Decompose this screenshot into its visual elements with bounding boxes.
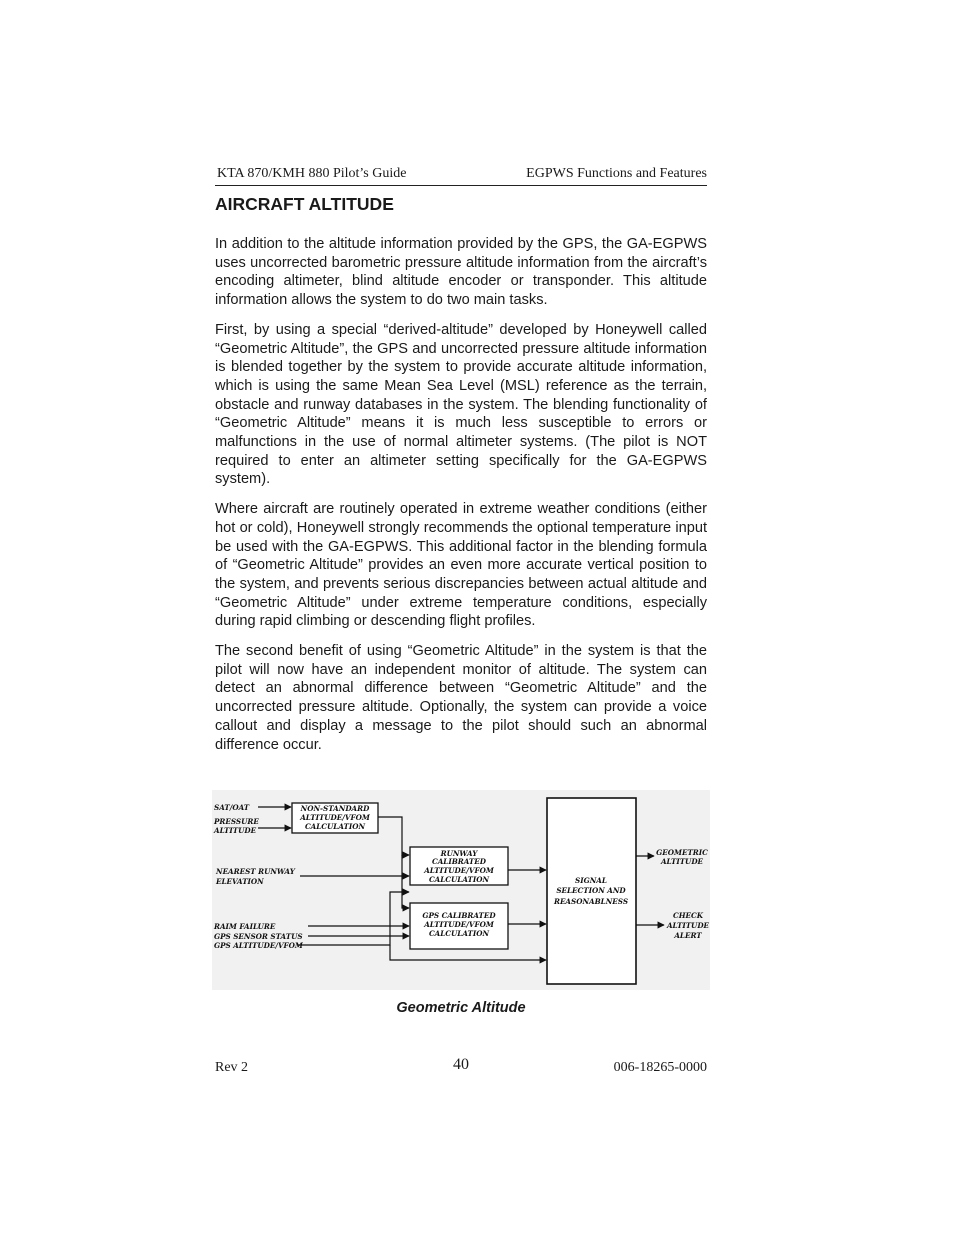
- runway-block-label: ALTITUDE/VFOM: [424, 866, 494, 875]
- input-pressure-altitude: ALTITUDE: [214, 826, 257, 835]
- gps-block-label: ALTITUDE/VFOM: [424, 920, 494, 929]
- signal-block-label: SELECTION AND: [556, 886, 626, 895]
- input-pressure-altitude: PRESSURE: [214, 817, 259, 826]
- figure-caption: Geometric Altitude: [396, 1000, 526, 1016]
- body-text: [215, 235, 707, 765]
- nonstandard-block-label: ALTITUDE/VFOM: [300, 813, 370, 822]
- runway-block-label: RUNWAY: [440, 849, 478, 858]
- revision-label: Rev 2: [215, 1060, 249, 1075]
- output-check-altitude-alert: ALERT: [674, 931, 702, 940]
- input-nearest-runway: NEAREST RUNWAY: [216, 867, 295, 876]
- paragraph: In addition to the altitude information provided by the GPS, the GA-EGPWS uses uncorrected barometric pressure altitude information from the aircraft’s encoding altimeter, blind altitude encoder or transponder. This altitude information allows the system to do two main tasks.: [215, 236, 707, 309]
- gps-block-label: CALCULATION: [428, 929, 490, 938]
- nonstandard-block-label: NON-STANDARD: [300, 804, 370, 813]
- runway-block-label: CALIBRATED: [431, 857, 487, 866]
- paragraph: First, by using a special “derived-altitude” developed by Honeywell called “Geometric Altitude”, the GPS and uncorrected pressure altitude information is blended together by the system to provide accurate altitude information, which is using the same Mean Sea Level (MSL) reference as the terrain, obstacle and runway databases in the system. The blending functionality of “Geometric Altitude” means it is much less susceptible to errors or malfunctions in the use of normal altimeter systems. (The pilot is NOT required to enter an altimeter setting specifically for the GA-EGPWS system).: [215, 321, 707, 488]
- section-title: AIRCRAFT ALTITUDE: [215, 194, 394, 214]
- page-number: 40: [453, 1056, 469, 1073]
- input-sat-oat: SAT/OAT: [214, 803, 250, 812]
- paragraph: Where aircraft are routinely operated in extreme weather conditions (either hot or cold), Honeywell strongly recommends the optional temperature input be used with the GA-EGPWS. This additional factor in the blending formula of “Geometric Altitude” provides an even more accurate vertical position to the system, and prevents serious discrepancies between actual altitude and “Geometric Altitude” under extreme temperature conditions, especially during rapid climbing or descending flight profiles.: [215, 501, 707, 630]
- input-gps-altitude-vfom: GPS ALTITUDE/VFOM: [214, 941, 303, 950]
- header-guide-title: KTA 870/KMH 880 Pilot’s Guide: [217, 166, 407, 181]
- page-header: [215, 165, 707, 186]
- document-number: 006-18265-0000: [613, 1060, 707, 1075]
- input-nearest-runway: ELEVATION: [216, 877, 264, 886]
- nonstandard-block-label: CALCULATION: [304, 822, 366, 831]
- signal-block-label: SIGNAL: [575, 876, 607, 885]
- input-raim-failure: RAIM FAILURE: [214, 922, 276, 931]
- page-footer: [215, 1056, 707, 1078]
- paragraph: The second benefit of using “Geometric Altitude” in the system is that the pilot will now have an independent monitor of altitude. The system can detect an abnormal difference between “Geometric Altitude” and the uncorrected pressure altitude. Optionally, the system can provide a voice callout and display a message to the pilot should such an abnormal difference occur.: [215, 643, 707, 753]
- output-check-altitude-alert: CHECK: [673, 911, 703, 920]
- output-geometric-altitude: ALTITUDE: [660, 857, 704, 866]
- geometric-altitude-diagram: [212, 790, 710, 990]
- output-geometric-altitude: GEOMETRIC: [656, 848, 708, 857]
- header-section-title: EGPWS Functions and Features: [526, 166, 707, 181]
- signal-block-label: REASONABLNESS: [553, 897, 629, 906]
- runway-block-label: CALCULATION: [428, 875, 490, 884]
- output-check-altitude-alert: ALTITUDE: [666, 921, 710, 930]
- input-gps-sensor-status: GPS SENSOR STATUS: [214, 932, 303, 941]
- gps-block-label: GPS CALIBRATED: [422, 911, 496, 920]
